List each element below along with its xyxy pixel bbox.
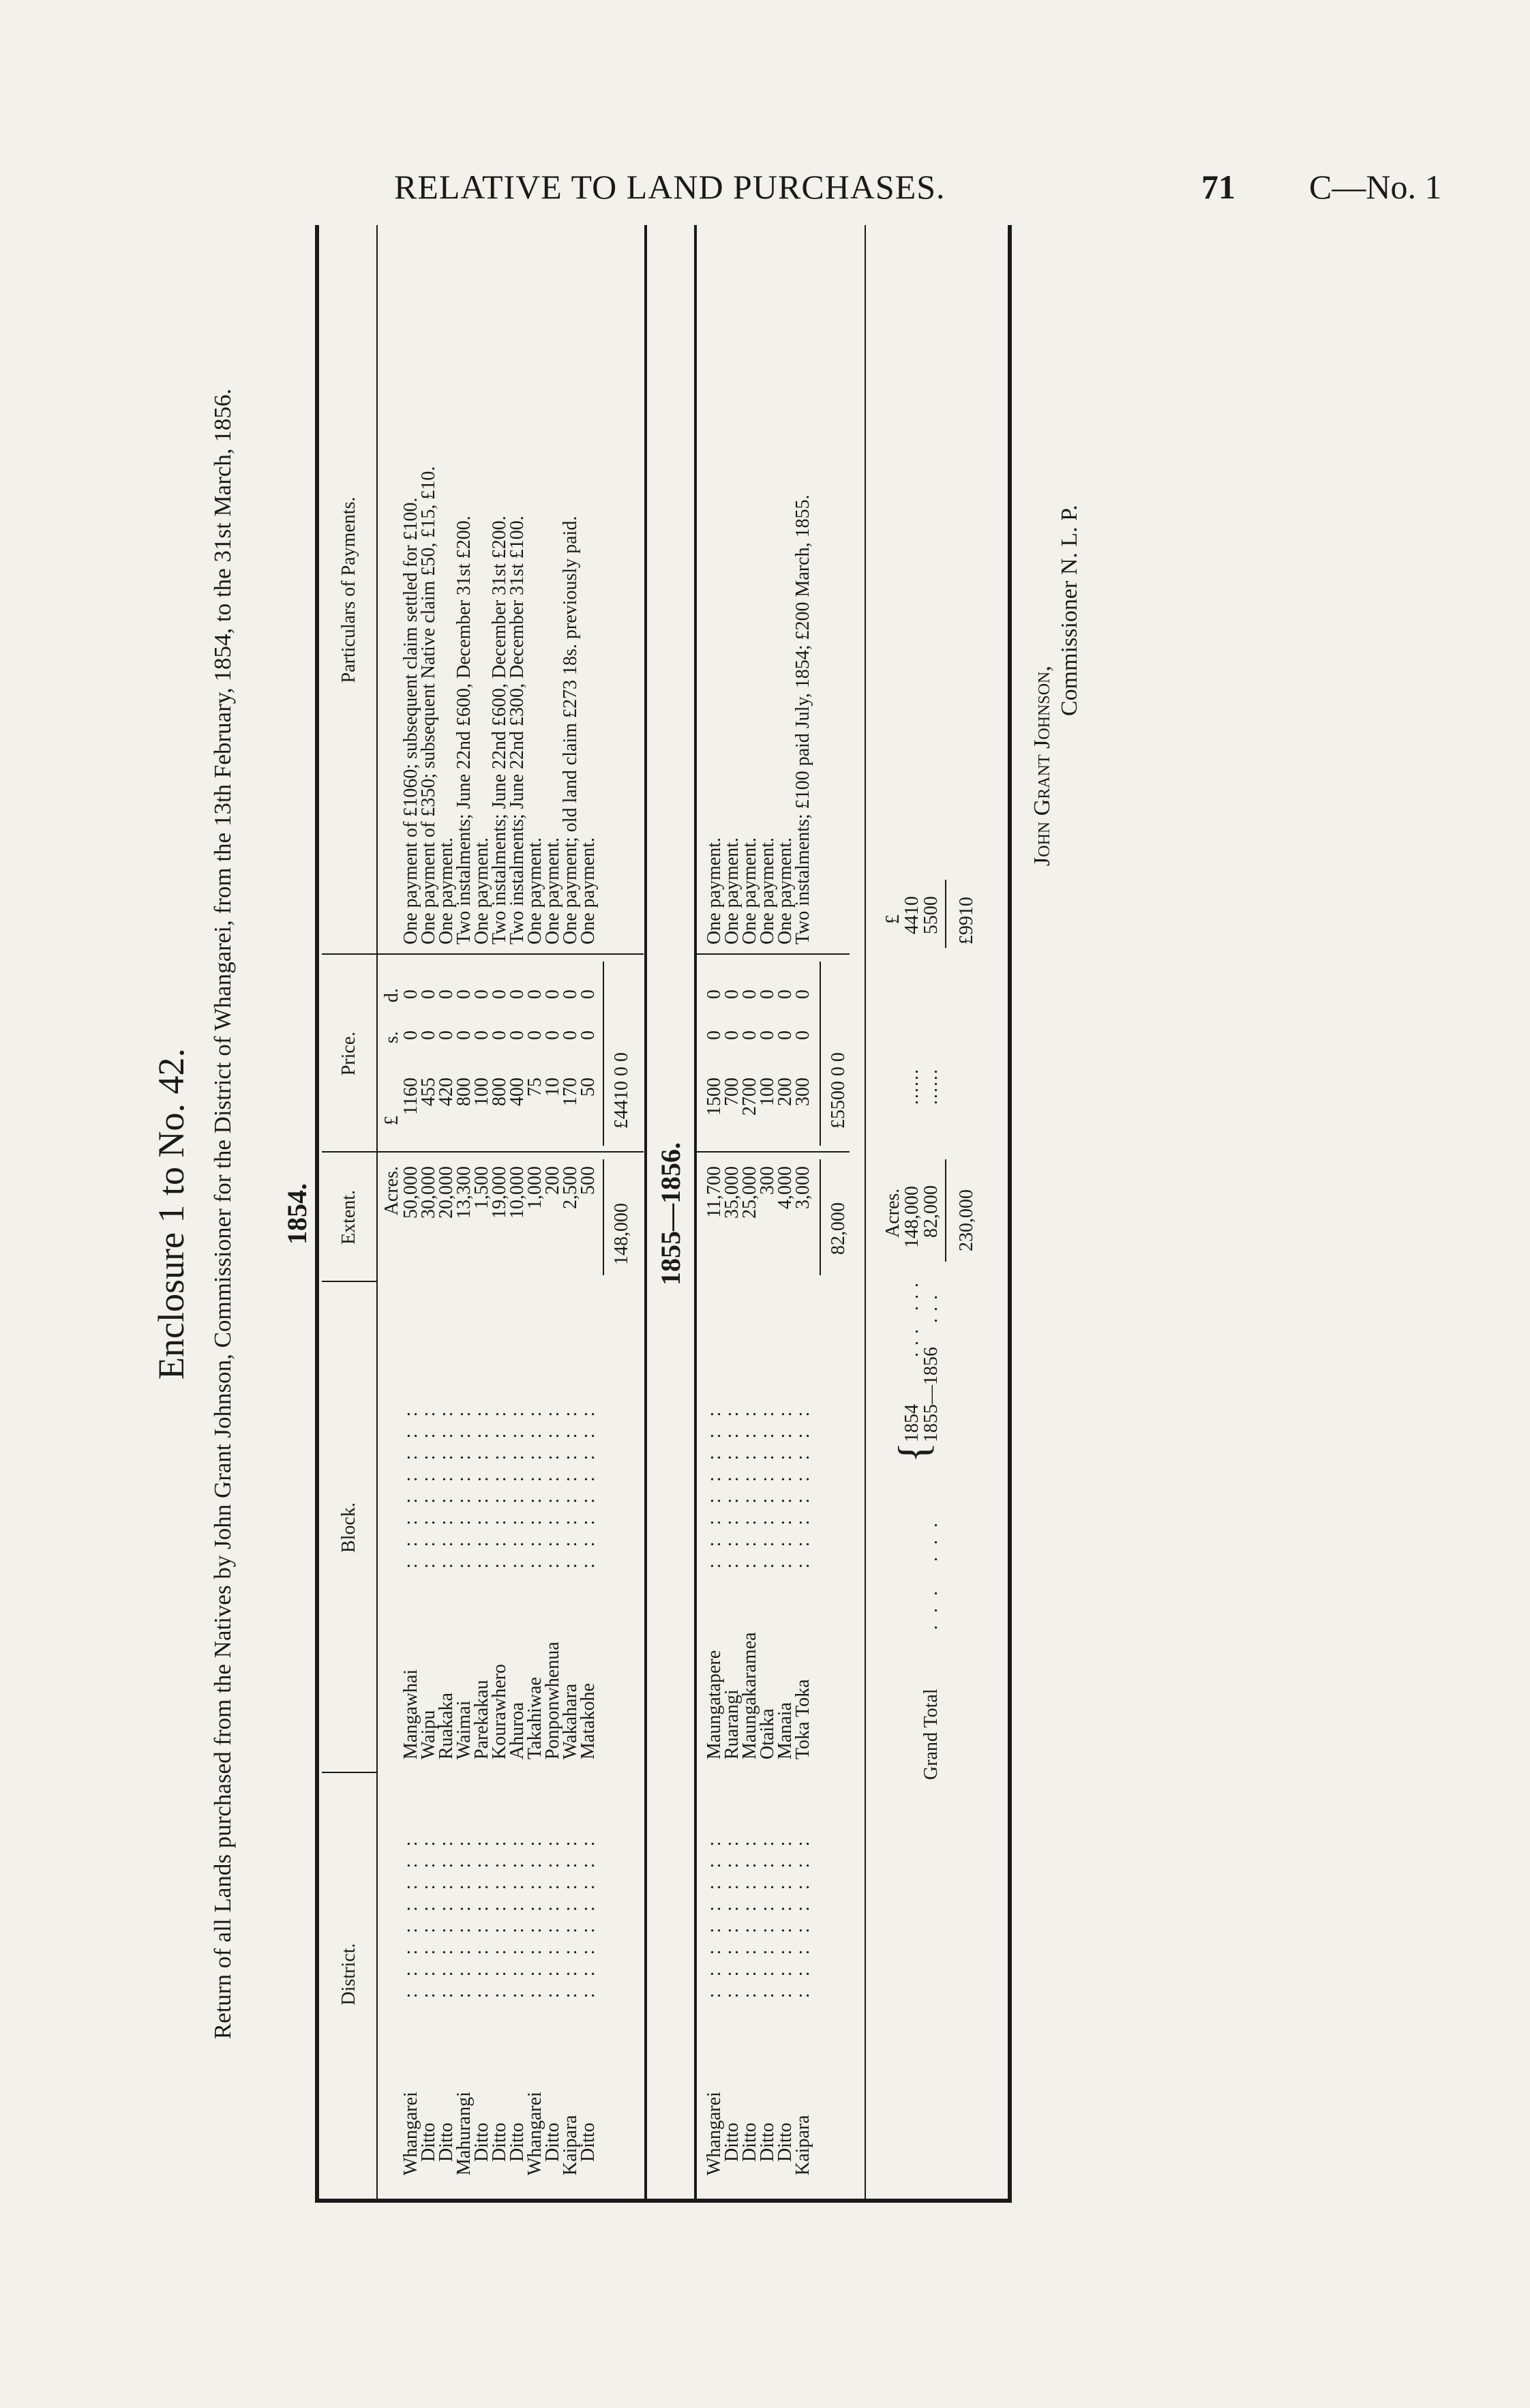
leader-dots: ... ...: [920, 1511, 942, 1630]
leader-dots: ::::::::: [721, 1395, 742, 1569]
col-divider: [322, 953, 376, 955]
leader-dots: ::::::::: [578, 1824, 599, 1998]
pounds-cell: 1160: [400, 1077, 421, 1115]
particulars-cell: One payment.: [721, 837, 742, 945]
block-cell: Maungakaramea: [739, 1632, 760, 1759]
block-cell: Matakohe: [578, 1683, 599, 1759]
extent-sum-rule: [820, 1159, 821, 1275]
col-divider: [322, 1281, 376, 1282]
leader-dots: ::::::::: [739, 1395, 760, 1569]
extent-cell: 50,000: [400, 1166, 421, 1219]
district-cell: Ditto: [471, 2122, 492, 2162]
shillings-cell: 0: [739, 1030, 760, 1040]
grand-total-pounds-1854: 4410: [901, 896, 922, 934]
total-extent-1855-1856: 82,000: [828, 1202, 849, 1255]
block-cell: Wakahara: [560, 1683, 581, 1759]
leader-dots: ::::::::: [400, 1395, 421, 1569]
district-cell: Ditto: [775, 2122, 796, 2162]
shillings-cell: 0: [507, 1030, 528, 1040]
pence-cell: 0: [436, 990, 457, 999]
district-cell: Whangarei: [704, 2092, 725, 2175]
enclosure-title: Enclosure 1 to No. 42.: [151, 1048, 192, 1380]
particulars-cell: One payment of £1060; subsequent claim settled for £100.: [400, 497, 421, 945]
shillings-cell: 0: [471, 1030, 492, 1040]
particulars-cell: One payment.: [704, 837, 725, 945]
district-cell: Ditto: [542, 2122, 563, 2162]
block-cell: Manaia: [775, 1702, 796, 1759]
section-rule: [694, 225, 697, 2203]
extent-cell: 1,500: [471, 1166, 492, 1209]
unit-pounds: £: [381, 1116, 402, 1125]
leader-dots: ......: [901, 1068, 922, 1105]
pence-cell: 0: [578, 990, 599, 999]
particulars-cell: One payment.: [578, 837, 599, 945]
leader-dots: ::::::::: [792, 1824, 813, 1998]
col-header-district: District.: [338, 1943, 359, 2006]
leader-dots: ::::::::: [471, 1824, 492, 1998]
extent-cell: 30,000: [418, 1166, 439, 1219]
extent-cell: 300: [757, 1166, 778, 1195]
district-cell: Ditto: [418, 2122, 439, 2162]
grand-total-pounds: £9910: [956, 897, 977, 945]
pounds-cell: 75: [524, 1077, 545, 1097]
extent-cell: 4,000: [775, 1166, 796, 1209]
pounds-cell: 800: [489, 1077, 510, 1106]
year-heading-1855-1856: 1855—1856.: [655, 1142, 686, 1285]
leader-dots: ::::::::: [560, 1395, 581, 1569]
extent-cell: 20,000: [436, 1166, 457, 1219]
district-cell: Ditto: [739, 2122, 760, 2162]
grand-total-acres: 230,000: [956, 1189, 977, 1251]
district-cell: Ditto: [507, 2122, 528, 2162]
pence-cell: 0: [507, 990, 528, 999]
particulars-cell: One payment.: [542, 837, 563, 945]
shillings-cell: 0: [560, 1030, 581, 1040]
shillings-cell: 0: [721, 1030, 742, 1040]
running-title: RELATIVE TO LAND PURCHASES.: [394, 168, 946, 206]
leader-dots: ::::::::: [489, 1395, 510, 1569]
leader-dots: ......: [920, 1068, 942, 1105]
grand-total-year-1: 1854: [901, 1404, 922, 1442]
particulars-cell: One payment of £350; subsequent Native claim £50, £15, £10.: [418, 466, 439, 945]
district-cell: Ditto: [721, 2122, 742, 2162]
pounds-cell: 420: [436, 1077, 457, 1106]
shillings-cell: 0: [542, 1030, 563, 1040]
block-cell: Waipu: [418, 1710, 439, 1759]
leader-dots: ::::::::: [507, 1824, 528, 1998]
shillings-cell: 0: [436, 1030, 457, 1040]
pence-cell: 0: [739, 990, 760, 999]
header-rule: [376, 225, 378, 2203]
pence-cell: 0: [775, 990, 796, 999]
unit-acres: Acres.: [381, 1166, 402, 1216]
extent-cell: 10,000: [507, 1166, 528, 1219]
grand-total-acres-1855: 82,000: [920, 1185, 942, 1238]
leader-dots: ::::::::: [704, 1395, 725, 1569]
extent-cell: 13,300: [453, 1166, 475, 1219]
district-cell: Mahurangi: [453, 2092, 475, 2175]
leader-dots: ::::::::: [578, 1395, 599, 1569]
extent-cell: 1,000: [524, 1166, 545, 1209]
pounds-cell: 700: [721, 1077, 742, 1106]
enclosure-description: Return of all Lands purchased from the Natives by John Grant Johnson, Commissioner for the District of Whangarei, from the 13th February, 1854, to the 31st March, 1856.: [209, 388, 236, 2040]
leader-dots: ::::::::: [542, 1824, 563, 1998]
col-divider: [697, 953, 850, 955]
col-divider: [376, 1151, 644, 1153]
leader-dots: ::::::::: [507, 1395, 528, 1569]
price-sum-rule: [820, 962, 821, 1146]
shillings-cell: 0: [400, 1030, 421, 1040]
pounds-cell: 400: [507, 1077, 528, 1106]
grand-total-year-2: 1855—1856: [920, 1347, 942, 1442]
total-price-1854: £4410 0 0: [611, 1052, 632, 1129]
extent-sum-rule: [603, 1159, 604, 1275]
shillings-cell: 0: [578, 1030, 599, 1040]
district-cell: Ditto: [757, 2122, 778, 2162]
block-cell: Takahiwae: [524, 1677, 545, 1759]
extent-cell: 500: [578, 1166, 599, 1195]
shillings-cell: 0: [489, 1030, 510, 1040]
leader-dots: ::::::::: [436, 1395, 457, 1569]
particulars-cell: Two instalments; June 22nd £300, December 31st £100.: [507, 516, 528, 945]
extent-cell: 11,700: [704, 1166, 725, 1218]
leader-dots: ::::::::: [524, 1395, 545, 1569]
pence-cell: 0: [704, 990, 725, 999]
leader-dots: ::::::::: [453, 1824, 475, 1998]
shillings-cell: 0: [775, 1030, 796, 1040]
leader-dots: ::::::::: [453, 1395, 475, 1569]
extent-cell: 35,000: [721, 1166, 742, 1219]
pence-cell: 0: [721, 990, 742, 999]
pence-cell: 0: [542, 990, 563, 999]
grand-total-acres-1854: 148,000: [901, 1186, 922, 1248]
leader-dots: ::::::::: [560, 1824, 581, 1998]
block-cell: Parekakau: [471, 1680, 492, 1759]
shillings-cell: 0: [757, 1030, 778, 1040]
pence-cell: 0: [489, 990, 510, 999]
leader-dots: ...: [920, 1288, 942, 1323]
particulars-cell: One payment.: [524, 837, 545, 945]
particulars-cell: Two instalments; June 22nd £600, December 31st £200.: [489, 516, 510, 945]
leader-dots: ::::::::: [721, 1824, 742, 1998]
particulars-cell: One payment.: [436, 837, 457, 945]
extent-cell: 25,000: [739, 1166, 760, 1219]
units-row: [383, 225, 401, 2203]
particulars-cell: Two instalments; June 22nd £600, December 31st £200.: [453, 516, 475, 945]
pence-cell: 0: [418, 990, 439, 999]
extent-cell: 3,000: [792, 1166, 813, 1209]
grand-total-pounds-1855: 5500: [920, 896, 942, 934]
pounds-cell: 200: [775, 1077, 796, 1106]
unit-shillings: s.: [381, 1031, 402, 1043]
col-divider: [322, 1151, 376, 1153]
table-bottom-rule: [1008, 225, 1012, 2203]
district-cell: Ditto: [489, 2122, 510, 2162]
total-price-1855-1856: £5500 0 0: [828, 1052, 849, 1129]
pounds-cell: 800: [453, 1077, 475, 1106]
block-cell: Kourawhero: [489, 1664, 510, 1759]
pounds-cell: 100: [757, 1077, 778, 1106]
grand-total-brace: {: [889, 1442, 937, 1463]
grand-total-rule: [865, 225, 866, 2203]
district-cell: Ditto: [436, 2122, 457, 2162]
col-divider: [322, 1772, 376, 1773]
table-row: [794, 225, 812, 2203]
grand-total-acres-label: Acres.: [882, 1188, 903, 1238]
particulars-cell: One payment.: [471, 837, 492, 945]
signature-name: John Grant Johnson,: [1030, 666, 1055, 866]
shillings-cell: 0: [418, 1030, 439, 1040]
leader-dots: ::::::::: [775, 1824, 796, 1998]
signature-title: Commissioner N. L. P.: [1057, 505, 1082, 716]
block-cell: Mangawhai: [400, 1669, 421, 1759]
pounds-sum-rule: [945, 880, 946, 948]
pence-cell: 0: [471, 990, 492, 999]
pence-cell: 0: [524, 990, 545, 999]
leader-dots: ::::::::: [418, 1824, 439, 1998]
block-cell: Toka Toka: [792, 1679, 813, 1759]
price-sum-rule: [603, 962, 604, 1146]
left-border: [315, 2199, 1012, 2203]
block-cell: Maungatapere: [704, 1650, 725, 1759]
document-code: C—No. 1: [1309, 168, 1442, 206]
section-rule: [644, 225, 647, 2203]
block-cell: Ahuroa: [507, 1702, 528, 1759]
shillings-cell: 0: [453, 1030, 475, 1040]
shillings-cell: 0: [704, 1030, 725, 1040]
extent-cell: 200: [542, 1166, 563, 1195]
grand-total-pounds-label: £: [882, 915, 903, 924]
particulars-cell: One payment.: [739, 837, 760, 945]
district-cell: Whangarei: [524, 2092, 545, 2175]
particulars-cell: One payment; old land claim £273 18s. previously paid.: [560, 516, 581, 945]
rotated-return-table: [130, 225, 1466, 2203]
shillings-cell: 0: [792, 1030, 813, 1040]
pounds-cell: 50: [578, 1077, 599, 1097]
leader-dots: ::::::::: [418, 1395, 439, 1569]
extent-cell: 19,000: [489, 1166, 510, 1219]
leader-dots: ::::::::: [757, 1824, 778, 1998]
particulars-cell: One payment.: [757, 837, 778, 945]
col-header-extent: Extent.: [338, 1189, 359, 1245]
block-cell: Ruarangi: [721, 1689, 742, 1759]
leader-dots: ::::::::: [471, 1395, 492, 1569]
pounds-cell: 170: [560, 1077, 581, 1106]
grand-total-label: Grand Total: [920, 1689, 942, 1780]
pence-cell: 0: [560, 990, 581, 999]
leader-dots: ::::::::: [775, 1395, 796, 1569]
leader-dots: ::::::::: [704, 1824, 725, 1998]
table-row: [580, 225, 597, 2203]
running-header: [0, 167, 1530, 222]
block-cell: Waimai: [453, 1700, 475, 1759]
particulars-cell: Two instalments; £100 paid July, 1854; £200 March, 1855.: [792, 494, 813, 945]
block-cell: Otaika: [757, 1708, 778, 1759]
pence-cell: 0: [453, 990, 475, 999]
pounds-cell: 2700: [739, 1077, 760, 1116]
leader-dots: ::::::::: [436, 1824, 457, 1998]
total-extent-1854: 148,000: [611, 1203, 632, 1265]
leader-dots: ::::::::: [400, 1824, 421, 1998]
shillings-cell: 0: [524, 1030, 545, 1040]
col-divider: [697, 1151, 850, 1153]
district-cell: Whangarei: [400, 2092, 421, 2175]
table-top-rule: [315, 225, 319, 2203]
extent-cell: 2,500: [560, 1166, 581, 1209]
acres-sum-rule: [945, 1159, 946, 1262]
district-cell: Kaipara: [792, 2115, 813, 2175]
unit-pence: d.: [381, 988, 402, 1002]
particulars-cell: One payment.: [775, 837, 796, 945]
pence-cell: 0: [757, 990, 778, 999]
page-number: 71: [1201, 168, 1235, 206]
leader-dots: ::::::::: [524, 1824, 545, 1998]
pounds-cell: 1500: [704, 1077, 725, 1116]
pence-cell: 0: [792, 990, 813, 999]
district-cell: Ditto: [578, 2122, 599, 2162]
col-header-block: Block.: [338, 1502, 359, 1553]
pounds-cell: 300: [792, 1077, 813, 1106]
leader-dots: ... ...: [901, 1276, 922, 1357]
leader-dots: ::::::::: [792, 1395, 813, 1569]
block-cell: Ruakaka: [436, 1693, 457, 1759]
district-cell: Kaipara: [560, 2115, 581, 2175]
pounds-cell: 455: [418, 1077, 439, 1106]
pounds-cell: 100: [471, 1077, 492, 1106]
block-cell: Ponponwhenua: [542, 1641, 563, 1759]
pence-cell: 0: [400, 990, 421, 999]
leader-dots: ::::::::: [739, 1824, 760, 1998]
col-divider: [376, 953, 644, 955]
leader-dots: ::::::::: [489, 1824, 510, 1998]
pounds-cell: 10: [542, 1077, 563, 1097]
year-heading-1854: 1854.: [282, 1183, 312, 1245]
col-header-price: Price.: [338, 1031, 359, 1076]
leader-dots: ::::::::: [757, 1395, 778, 1569]
leader-dots: ::::::::: [542, 1395, 563, 1569]
col-header-particulars: Particulars of Payments.: [338, 496, 359, 683]
